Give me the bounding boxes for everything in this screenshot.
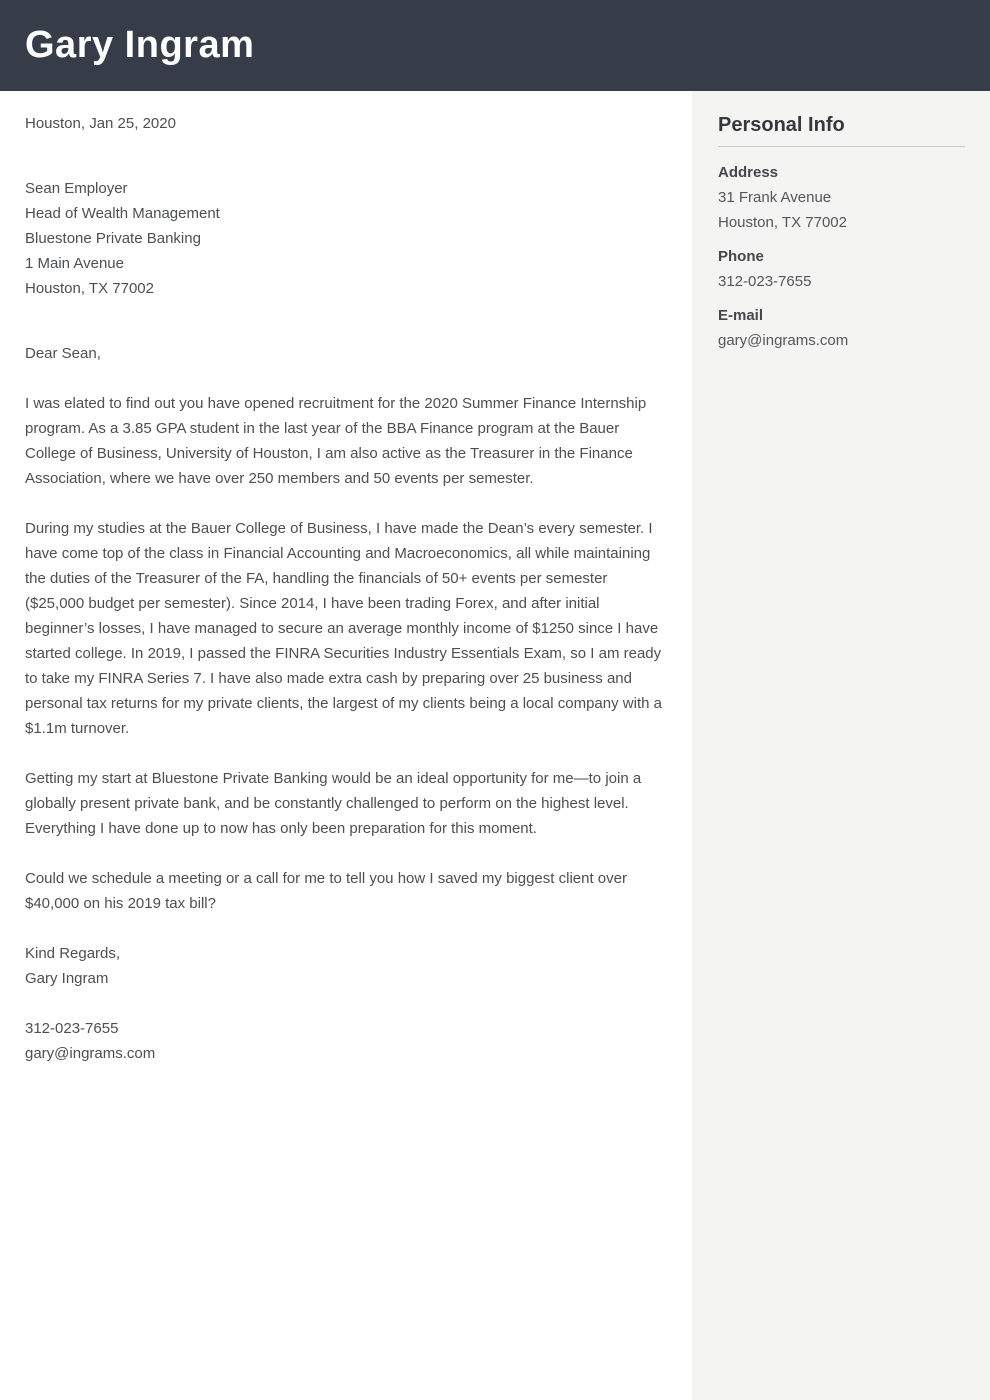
- letter-paragraph-3: Getting my start at Bluestone Private Banking would be an ideal opportunity for me—to join a globally present private bank, and be constantly challenged to perform on the highest level. Everything I have done up to now has only been preparation for this moment.: [25, 770, 642, 837]
- address-label: Address: [718, 164, 779, 181]
- page-content: [0, 91, 990, 1400]
- salutation: Dear Sean,: [25, 345, 101, 362]
- address-line-1: 31 Frank Avenue: [718, 189, 832, 206]
- header-banner: [0, 0, 990, 91]
- letter-paragraph-2: During my studies at the Bauer College of Business, I have made the Dean’s every semester. I have come top of the class in Financial Accounting and Macroeconomics, all while maintaining the duties of the Treasurer of the FA, handling the financials of 50+ events per semester ($25,000 budget per semester). Since 2014, I have been trading Forex, and after initial beginner’s losses, I have managed to secure an average monthly income of $1250 since I have started college. In 2019, I passed the FINRA Securities Industry Essentials Exam, so I am ready to take my FINRA Series 7. I have also made extra cash by preparing over 25 business and personal tax returns for my private clients, the largest of my clients being a local company with a $1.1m turnover.: [25, 520, 662, 737]
- sidebar-title-divider: [718, 146, 965, 147]
- recipient-name: Sean Employer: [25, 180, 128, 197]
- sidebar-section-email: [718, 303, 965, 353]
- phone-label: Phone: [718, 248, 764, 265]
- sidebar-section-address: [718, 160, 965, 235]
- closing-phrase: Kind Regards,: [25, 945, 121, 962]
- letter-body: [0, 91, 692, 1400]
- email-value: gary@ingrams.com: [718, 332, 849, 349]
- recipient-street: 1 Main Avenue: [25, 255, 124, 272]
- applicant-name: Gary Ingram: [25, 24, 255, 66]
- recipient-city: Houston, TX 77002: [25, 280, 154, 297]
- signature-name: Gary Ingram: [25, 970, 109, 987]
- date-line: Houston, Jan 25, 2020: [25, 115, 176, 132]
- recipient-company: Bluestone Private Banking: [25, 230, 201, 247]
- contact-phone: 312-023-7655: [25, 1020, 119, 1037]
- recipient-title: Head of Wealth Management: [25, 205, 220, 222]
- contact-email: gary@ingrams.com: [25, 1045, 156, 1062]
- personal-info-sidebar: [692, 91, 990, 1400]
- address-line-2: Houston, TX 77002: [718, 214, 847, 231]
- contact-block: [25, 1016, 662, 1066]
- sidebar-title: Personal Info: [718, 114, 845, 136]
- email-label: E-mail: [718, 307, 764, 324]
- phone-value: 312-023-7655: [718, 273, 812, 290]
- sidebar-section-phone: [718, 244, 965, 294]
- letter-paragraph-1: I was elated to find out you have opened recruitment for the 2020 Summer Finance Internship program. As a 3.85 GPA student in the last year of the BBA Finance program at the Bauer College of Business, University of Houston, I am also active as the Treasurer in the Finance Association, where we have over 250 members and 50 events per semester.: [25, 395, 647, 487]
- letter-paragraph-4: Could we schedule a meeting or a call for me to tell you how I saved my biggest client over $40,000 on his 2019 tax bill?: [25, 870, 627, 912]
- closing-block: [25, 941, 662, 991]
- recipient-block: [25, 176, 662, 301]
